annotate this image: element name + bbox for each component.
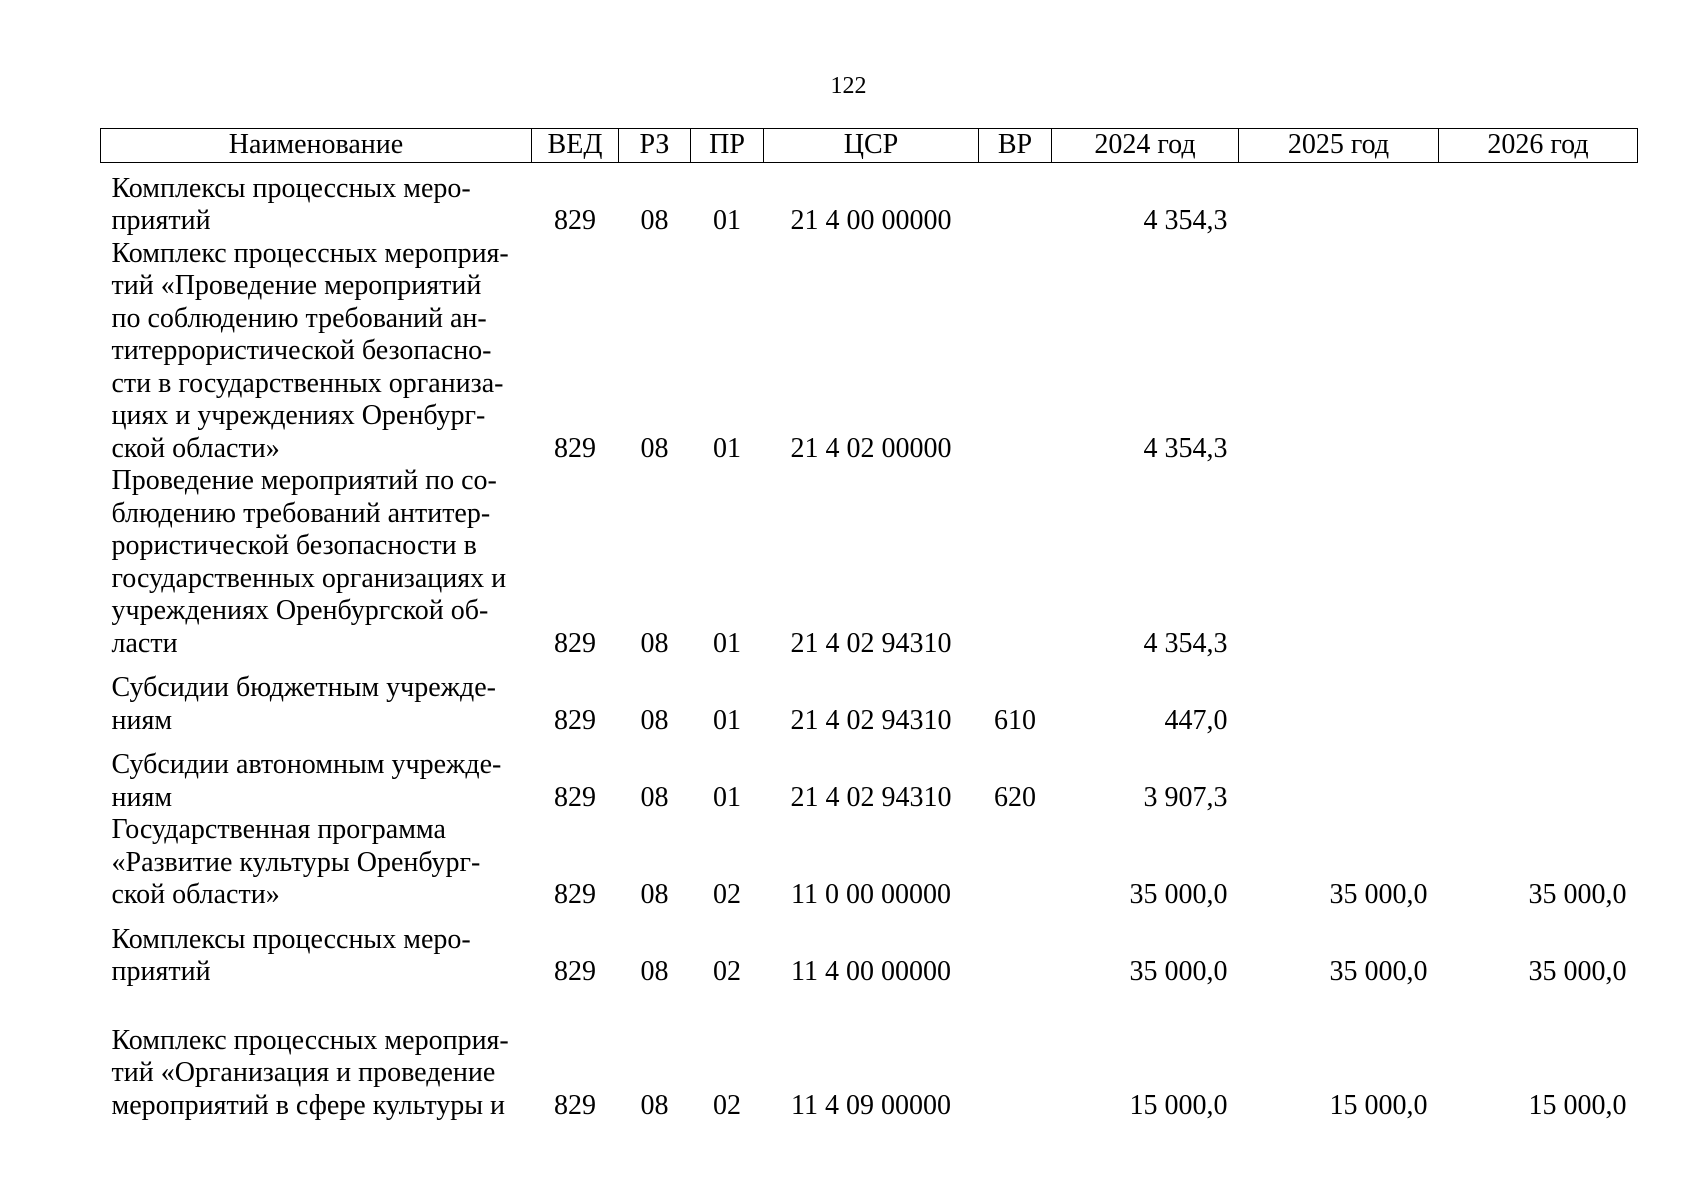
row-csr: 11 4 09 00000 [791,1089,951,1121]
row-pr: 01 [713,205,741,236]
row-pr: 01 [713,704,741,736]
row-ved: 829 [554,781,596,813]
header-name: Наименование [101,129,532,163]
header-2025: 2025 год [1239,129,1439,163]
row-2024: 35 000,0 [1129,879,1228,910]
row-csr: 21 4 02 94310 [790,704,952,736]
page-number: 122 [830,73,867,99]
row-2024: 3 907,3 [1143,781,1228,813]
table-row [101,989,1638,1123]
row-csr: 11 4 00 00000 [791,956,951,987]
row-2026: 35 000,0 [1528,956,1627,987]
row-2025 [1239,238,1439,466]
row-2026 [1439,238,1638,466]
table-row [101,162,1638,238]
row-pr: 01 [713,627,741,659]
row-vr: 620 [994,781,1036,813]
row-name: Проведение мероприятий по со- блюдению требований антитер- рористической безопасности в государственных организациях и учреждениях Оренбургской об- ласти [111,465,507,659]
row-ved: 829 [554,879,596,910]
row-rz: 08 [640,1089,669,1121]
row-csr: 21 4 02 94310 [790,781,952,813]
row-rz: 08 [640,956,669,987]
header-csr: ЦСР [764,129,979,163]
row-2026 [1439,737,1638,814]
row-name: Комплексы процессных меро- приятий [111,172,471,236]
row-vr [979,162,1052,238]
row-name: Комплексы процессных меро- приятий [111,923,471,987]
row-2025: 15 000,0 [1329,1089,1428,1121]
row-2025 [1239,737,1439,814]
row-vr [979,814,1052,912]
row-2025: 35 000,0 [1329,956,1428,987]
table-row [101,814,1638,912]
table-row [101,912,1638,989]
table-row [101,465,1638,660]
row-2026 [1439,465,1638,660]
row-vr [979,989,1052,1123]
row-pr: 01 [713,432,741,464]
row-2024: 4 354,3 [1143,432,1228,464]
row-2025: 35 000,0 [1329,879,1428,910]
row-csr: 21 4 02 94310 [790,627,952,659]
row-2024: 4 354,3 [1143,627,1228,659]
row-ved: 829 [554,205,596,236]
row-csr: 21 4 02 00000 [790,432,952,464]
header-pr: ПР [691,129,764,163]
row-ved: 829 [554,704,596,736]
row-rz: 08 [640,432,669,464]
row-name: Комплекс процессных мероприя- тий «Организация и проведение мероприятий в сфере культуры и [111,1024,509,1121]
row-ved: 829 [554,432,596,464]
row-csr: 21 4 00 00000 [790,205,952,236]
row-2025 [1239,660,1439,737]
row-ved: 829 [554,956,596,987]
row-csr: 11 0 00 00000 [791,879,951,910]
row-name: Государственная программа «Развитие культуры Оренбург- ской области» [111,814,481,910]
row-name: Субсидии автономным учрежде- ниям [111,749,502,813]
header-rz: РЗ [619,129,691,163]
row-name: Комплекс процессных мероприя- тий «Проведение мероприятий по соблюдению требований ан- титеррористической безопасно- сти в государственных организа- циях и учреждениях Оренбург- ской области» [111,237,509,464]
row-rz: 08 [640,205,669,236]
row-ved: 829 [554,627,596,659]
row-pr: 02 [713,1089,741,1121]
header-vr: ВР [979,129,1052,163]
table-row [101,737,1638,814]
row-name: Субсидии бюджетным учрежде- ниям [111,672,496,736]
row-2026: 15 000,0 [1528,1089,1627,1121]
row-pr: 02 [713,879,741,910]
row-pr: 01 [713,781,741,813]
row-vr [979,465,1052,660]
table-row [101,660,1638,737]
budget-table [100,128,1638,1122]
row-2024: 35 000,0 [1129,956,1228,987]
header-ved: ВЕД [532,129,619,163]
row-2025 [1239,162,1439,238]
row-vr: 610 [994,704,1036,736]
row-2024: 4 354,3 [1143,205,1228,236]
row-vr [979,912,1052,989]
row-2026: 35 000,0 [1528,879,1627,910]
table-row [101,238,1638,466]
row-pr: 02 [713,956,741,987]
row-ved: 829 [554,1089,596,1121]
row-vr [979,238,1052,466]
row-2026 [1439,162,1638,238]
row-rz: 08 [640,781,669,813]
header-2026: 2026 год [1439,129,1638,163]
header-2024: 2024 год [1052,129,1239,163]
row-rz: 08 [640,627,669,659]
row-rz: 08 [640,704,669,736]
row-rz: 08 [640,879,669,910]
row-2026 [1439,660,1638,737]
row-2024: 447,0 [1164,704,1228,736]
table-header-row [101,129,1638,163]
row-2025 [1239,465,1439,660]
row-2024: 15 000,0 [1129,1089,1228,1121]
